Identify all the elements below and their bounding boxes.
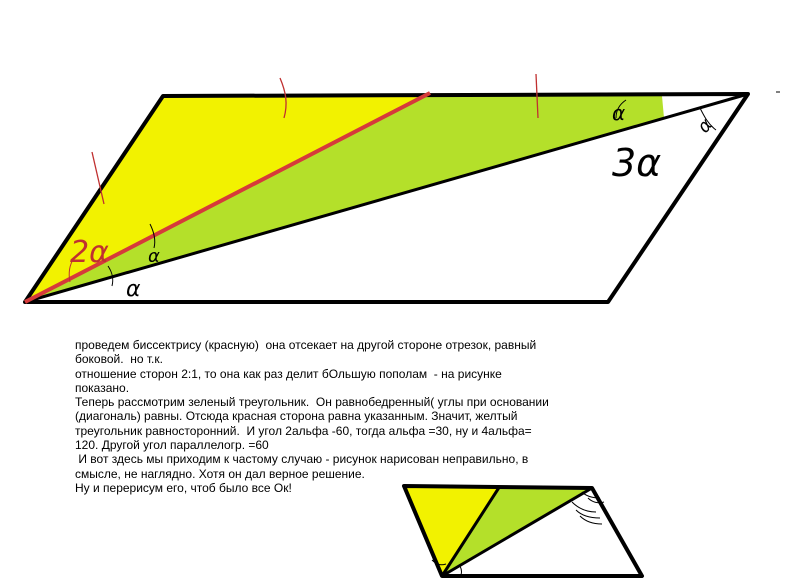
text-line: смысле, не наглядно. Хотя он дал верное решение.: [75, 466, 365, 481]
text-line: 120. Другой угол параллелогр. =60: [75, 438, 269, 453]
text-line: (диагональ) равны. Отсюда красная сторона равна указанным. Значит, желтый: [75, 409, 518, 424]
angle-label-alpha-bottom: α: [126, 277, 141, 302]
angle-label-alpha-right: α: [612, 101, 626, 125]
small-angle-arc-right-1: [572, 502, 596, 512]
text-line: треугольник равносторонний. И угол 2альфа -60, тогда альфа =30, ну и 4альфа=: [75, 423, 532, 438]
angle-label-alpha-corner: α: [693, 114, 717, 138]
text-line: И вот здесь мы приходим к частому случаю - рисунок нарисован неправильно, в: [75, 452, 529, 467]
redrawn-figure: [396, 476, 656, 583]
text-line: Ну и перерисум его, чтоб было все Ок!: [75, 480, 292, 495]
explanation-text: [75, 338, 555, 495]
text-line: проведем биссектрису (красную) она отсекает на другой стороне отрезок, равный боковой. но т.к.: [75, 338, 540, 367]
text-line: Теперь рассмотрим зеленый треугольник. Он равнобедренный( углы при основании: [75, 395, 549, 410]
angle-label-2alpha: 2α: [70, 235, 109, 270]
angle-label-alpha-green: α: [148, 246, 160, 267]
text-line: отношение сторон 2:1, то она как раз делит бОльшую пополам - на рисунке: [75, 366, 502, 381]
text-line: показано.: [75, 380, 130, 395]
angle-label-3alpha: 3α: [612, 141, 662, 185]
